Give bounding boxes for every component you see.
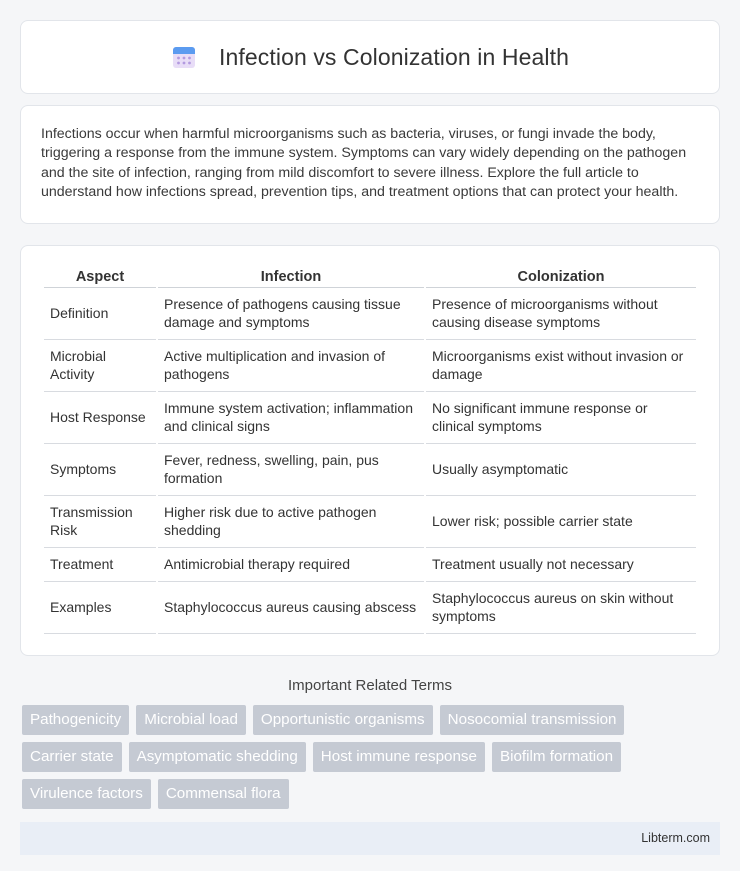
tag-biofilm-formation[interactable]: Biofilm formation — [492, 742, 621, 772]
column-header: Aspect — [44, 266, 156, 288]
table-row — [44, 392, 696, 444]
infection-cell: Fever, redness, swelling, pain, pus formation — [158, 444, 424, 496]
colonization-cell: Lower risk; possible carrier state — [426, 496, 696, 548]
tag-microbial-load[interactable]: Microbial load — [136, 705, 246, 735]
column-header: Infection — [158, 266, 424, 288]
infection-cell: Staphylococcus aureus causing abscess — [158, 582, 424, 634]
colonization-cell: Presence of microorganisms without causing disease symptoms — [426, 288, 696, 340]
tag-opportunistic-organisms[interactable]: Opportunistic organisms — [253, 705, 433, 735]
tag-host-immune-response[interactable]: Host immune response — [313, 742, 485, 772]
table-header-row — [44, 266, 696, 288]
infection-cell: Presence of pathogens causing tissue damage and symptoms — [158, 288, 424, 340]
related-terms-list — [20, 705, 720, 809]
colonization-cell: No significant immune response or clinical symptoms — [426, 392, 696, 444]
aspect-cell: Treatment — [44, 548, 156, 582]
table-row — [44, 582, 696, 634]
page-header — [20, 20, 720, 94]
table-row — [44, 444, 696, 496]
colonization-cell: Usually asymptomatic — [426, 444, 696, 496]
column-header: Colonization — [426, 266, 696, 288]
aspect-cell: Transmission Risk — [44, 496, 156, 548]
tag-carrier-state[interactable]: Carrier state — [22, 742, 122, 772]
infection-cell: Active multiplication and invasion of pathogens — [158, 340, 424, 392]
comparison-card — [20, 245, 720, 656]
tag-commensal-flora[interactable]: Commensal flora — [158, 779, 289, 809]
colonization-cell: Treatment usually not necessary — [426, 548, 696, 582]
intro-text: Infections occur when harmful microorganisms such as bacteria, viruses, or fungi invade the body, triggering a response from the immune system. Symptoms can vary widely depending on the pathogen and the site of infection, ranging from mild discomfort to severe illness. Explore the full article to understand how infections spread, prevention tips, and treatment options that can protect your health. — [41, 126, 687, 201]
colonization-cell: Microorganisms exist without invasion or damage — [426, 340, 696, 392]
infection-cell: Higher risk due to active pathogen shedding — [158, 496, 424, 548]
aspect-cell: Microbial Activity — [44, 340, 156, 392]
comparison-table — [42, 266, 698, 634]
tag-pathogenicity[interactable]: Pathogenicity — [22, 705, 129, 735]
footer — [20, 822, 720, 855]
table-row — [44, 496, 696, 548]
table-row — [44, 340, 696, 392]
aspect-cell: Definition — [44, 288, 156, 340]
footer-site-link[interactable]: Libterm.com — [641, 831, 710, 846]
page-title: Infection vs Colonization in Health — [219, 43, 569, 70]
tag-virulence-factors[interactable]: Virulence factors — [22, 779, 151, 809]
related-terms-title: Important Related Terms — [288, 676, 452, 694]
table-row — [44, 548, 696, 582]
calendar-icon — [171, 44, 197, 70]
infection-cell: Immune system activation; inflammation and clinical signs — [158, 392, 424, 444]
infection-cell: Antimicrobial therapy required — [158, 548, 424, 582]
table-row — [44, 288, 696, 340]
aspect-cell: Examples — [44, 582, 156, 634]
tag-asymptomatic-shedding[interactable]: Asymptomatic shedding — [129, 742, 306, 772]
tag-nosocomial-transmission[interactable]: Nosocomial transmission — [440, 705, 625, 735]
intro-card — [20, 105, 720, 224]
colonization-cell: Staphylococcus aureus on skin without symptoms — [426, 582, 696, 634]
aspect-cell: Host Response — [44, 392, 156, 444]
aspect-cell: Symptoms — [44, 444, 156, 496]
